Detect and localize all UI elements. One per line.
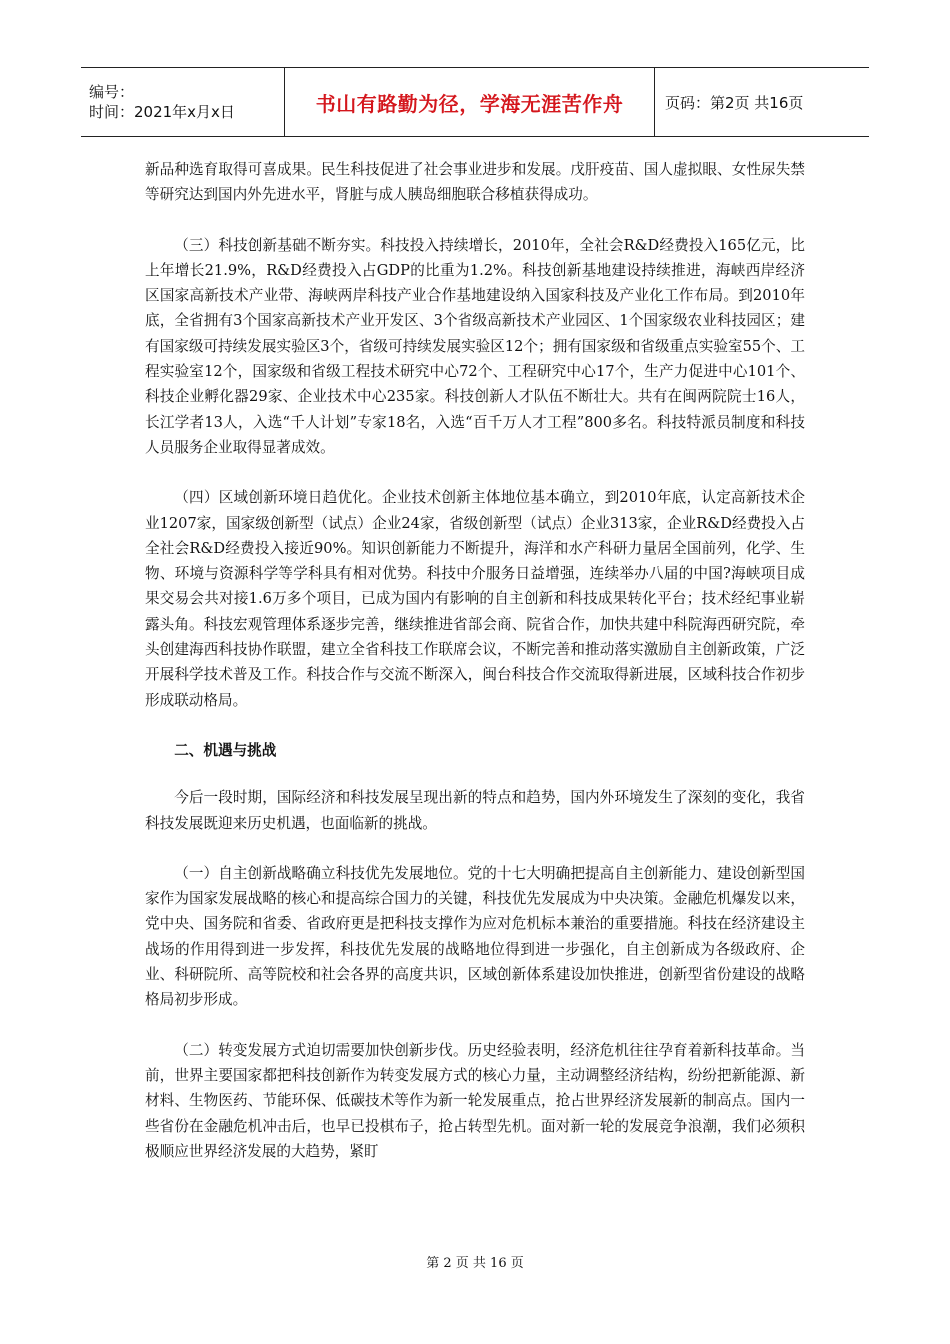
paragraph-section-4: （四）区域创新环境日趋优化。企业技术创新主体地位基本确立，到2010年底，认定高新技术企业1207家，国家级创新型（试点）企业24家，省级创新型（试点）企业313家，企业R&D经费投入占全社会R&D经费投入接近90%。知识创新能力不断提升，海洋和水产科研力量居全国前列，化学、生物、环境与资源科学等学科具有相对优势。科技中介服务日益增强，连续举办八届的中国?海峡项目成果交易会共对接1.6万多个项目，已成为国内有影响的自主创新和科技成果转化平台；技术经纪事业崭露头角。科技宏观管理体系逐步完善，继续推进省部会商、院省合作，加快共建中科院海西研究院，牵头创建海西科技协作联盟，建立全省科技工作联席会议，不断完善和推动落实激励自主创新政策，广泛开展科学技术普及工作。科技合作与交流不断深入，闽台科技合作交流取得新进展，区域科技合作初步形成联动格局。 (145, 489, 805, 709)
document-time: 时间：2021年x月x日 (89, 103, 235, 121)
page-header (81, 67, 869, 137)
page-number-info: 页码：第2页 共16页 (665, 93, 804, 112)
paragraph-opportunity-2: （二）转变发展方式迫切需要加快创新步伐。历史经验表明，经济危机往往孕育着新科技革命。当前，世界主要国家都把科技创新作为转变发展方式的核心力量，主动调整经济结构，纷纷把新能源、新材料、生物医药、节能环保、低碳技术等作为新一轮发展重点，抢占世界经济发展新的制高点。国内一些省份在金融危机冲击后，也早已投棋布子，抢占转型先机。面对新一轮的发展竞争浪潮，我们必须积极顺应世界经济发展的大趋势，紧盯 (145, 1041, 805, 1160)
paragraph-opportunity-1: （一）自主创新战略确立科技优先发展地位。党的十七大明确把提高自主创新能力、建设创新型国家作为国家发展战略的核心和提高综合国力的关键，科技优先发展成为中央决策。金融危机爆发以来，党中央、国务院和省委、省政府更是把科技支撑作为应对危机标本兼治的重要措施。科技在经济建设主战场的作用得到进一步发挥，科技优先发展的战略地位得到进一步强化，自主创新成为各级政府、企业、科研院所、高等院校和社会各界的高度共识，区域创新体系建设加快推进，创新型省份建设的战略格局初步形成。 (145, 864, 805, 1009)
header-motto: 书山有路勤为径，学海无涯苦作舟 (315, 91, 624, 116)
header-meta (81, 68, 285, 136)
header-motto-cell (285, 68, 655, 136)
page-footer: 第 2 页 共 16 页 (426, 1256, 524, 1271)
paragraph-intro: 今后一段时期，国际经济和科技发展呈现出新的特点和趋势，国内外环境发生了深刻的变化，我省科技发展既迎来历史机遇，也面临新的挑战。 (145, 789, 805, 832)
document-number-label: 编号： (89, 83, 135, 101)
paragraph-section-3: （三）科技创新基础不断夯实。科技投入持续增长，2010年，全社会R&D经费投入165亿元，比上年增长21.9%，R&D经费投入占GDP的比重为1.2%。科技创新基地建设持续推进，海峡西岸经济区国家高新技术产业带、海峡两岸科技产业合作基地建设纳入国家科技及产业化工作布局。到2010年底，全省拥有3个国家高新技术产业开发区、3个省级高新技术产业园区、1个国家级农业科技园区；建有国家级可持续发展实验区3个，省级可持续发展实验区12个；拥有国家级和省级重点实验室55个、工程实验室12个，国家级和省级工程技术研究中心72个、工程研究中心17个，生产力促进中心101个、科技企业孵化器29家、企业技术中心235家。科技创新人才队伍不断壮大。共有在闽两院院士16人，长江学者13人，入选“千人计划”专家18名，入选“百千万人才工程”800多名。科技特派员制度和科技人员服务企业取得显著成效。 (145, 236, 805, 456)
section-heading: 二、机遇与挑战 (174, 741, 277, 759)
document-body (145, 157, 805, 1189)
paragraph-continuation: 新品种选育取得可喜成果。民生科技促进了社会事业进步和发展。戊肝疫苗、国人虚拟眼、女性尿失禁等研究达到国内外先进水平，肾脏与成人胰岛细胞联合移植获得成功。 (145, 161, 805, 204)
header-page-info (655, 68, 869, 136)
